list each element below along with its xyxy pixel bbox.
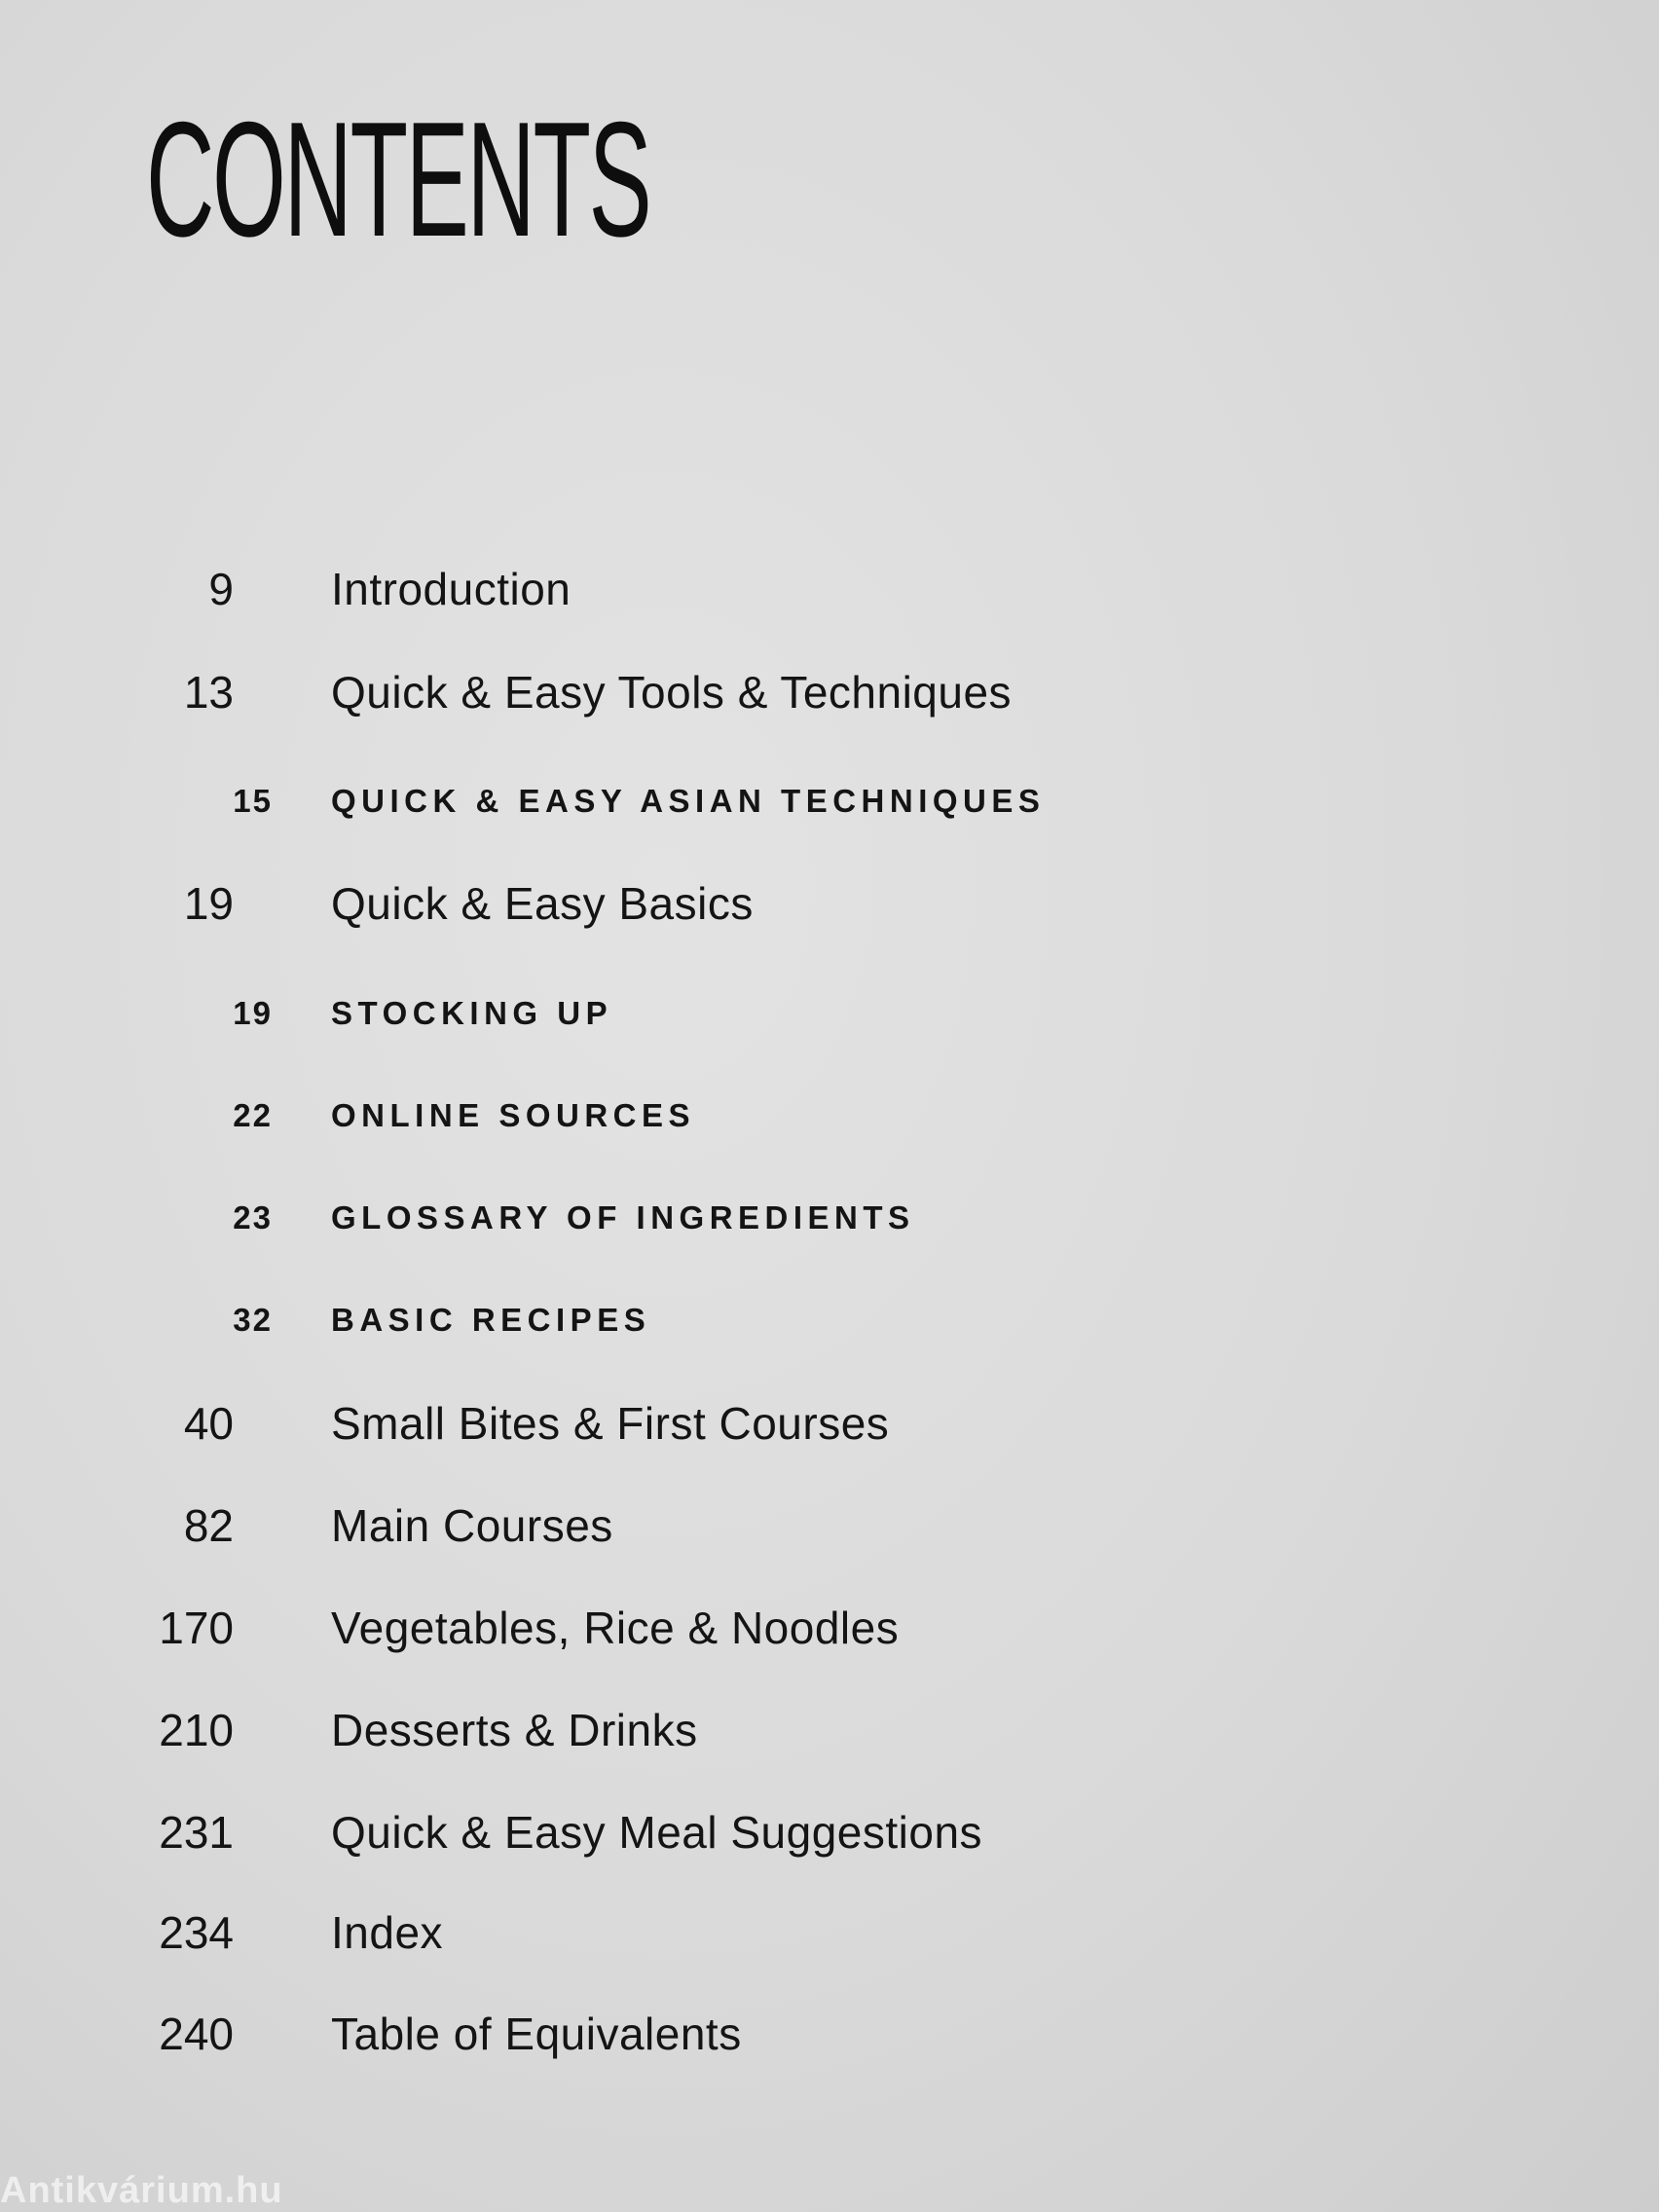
toc-entry-title: Index — [331, 1907, 444, 1958]
toc-subentry[interactable] — [0, 1091, 1659, 1150]
toc-entry-title: Vegetables, Rice & Noodles — [331, 1603, 900, 1653]
toc-entry[interactable] — [0, 1806, 1659, 1864]
toc-entry-title: Quick & Easy Basics — [331, 878, 754, 929]
toc-page-number: 9 — [208, 564, 234, 614]
toc-page-number: 19 — [183, 878, 234, 929]
toc-page-number: 231 — [159, 1807, 234, 1858]
toc-entry[interactable] — [0, 877, 1659, 936]
toc-page-number: 170 — [159, 1603, 234, 1653]
toc-subentry-title: BASIC RECIPES — [331, 1302, 651, 1338]
toc-subentry[interactable] — [0, 989, 1659, 1048]
toc-entry[interactable] — [0, 666, 1659, 724]
toc-page-number: 22 — [233, 1097, 273, 1133]
toc-entry[interactable] — [0, 563, 1659, 621]
toc-subentry[interactable] — [0, 777, 1659, 835]
toc-entry-title: Introduction — [331, 564, 571, 614]
toc-page-number: 32 — [233, 1302, 273, 1338]
toc-entry[interactable] — [0, 1397, 1659, 1456]
toc-page-number: 23 — [233, 1199, 273, 1235]
toc-entry[interactable] — [0, 1906, 1659, 1965]
toc-subentry-title: STOCKING UP — [331, 995, 613, 1031]
watermark: Antikvárium.hu — [0, 2170, 283, 2211]
toc-page-number: 13 — [183, 667, 234, 718]
toc-subentry[interactable] — [0, 1194, 1659, 1252]
toc-subentry-title: ONLINE SOURCES — [331, 1097, 696, 1133]
toc-entry[interactable] — [0, 1499, 1659, 1558]
toc-entry[interactable] — [0, 1704, 1659, 1762]
toc-entry-title: Desserts & Drinks — [331, 1705, 698, 1755]
toc-page-number: 15 — [233, 783, 273, 819]
toc-entry-title: Main Courses — [331, 1500, 613, 1551]
toc-subentry-title: GLOSSARY OF INGREDIENTS — [331, 1199, 915, 1235]
toc-page-number: 240 — [159, 2009, 234, 2059]
toc-entry-title: Quick & Easy Tools & Techniques — [331, 667, 1013, 718]
toc-page-number: 40 — [183, 1398, 234, 1449]
toc-subentry[interactable] — [0, 1296, 1659, 1354]
toc-subentry-title: QUICK & EASY ASIAN TECHNIQUES — [331, 783, 1046, 819]
page-title: CONTENTS — [146, 88, 650, 271]
toc-entry[interactable] — [0, 2008, 1659, 2066]
toc-page-number: 210 — [159, 1705, 234, 1755]
toc-page-number: 82 — [183, 1500, 234, 1551]
toc-entry-title: Quick & Easy Meal Suggestions — [331, 1807, 983, 1858]
toc-entry-title: Table of Equivalents — [331, 2009, 742, 2059]
toc-entry[interactable] — [0, 1602, 1659, 1660]
toc-entry-title: Small Bites & First Courses — [331, 1398, 890, 1449]
toc-page-number: 234 — [159, 1907, 234, 1958]
toc-page-number: 19 — [233, 995, 273, 1031]
